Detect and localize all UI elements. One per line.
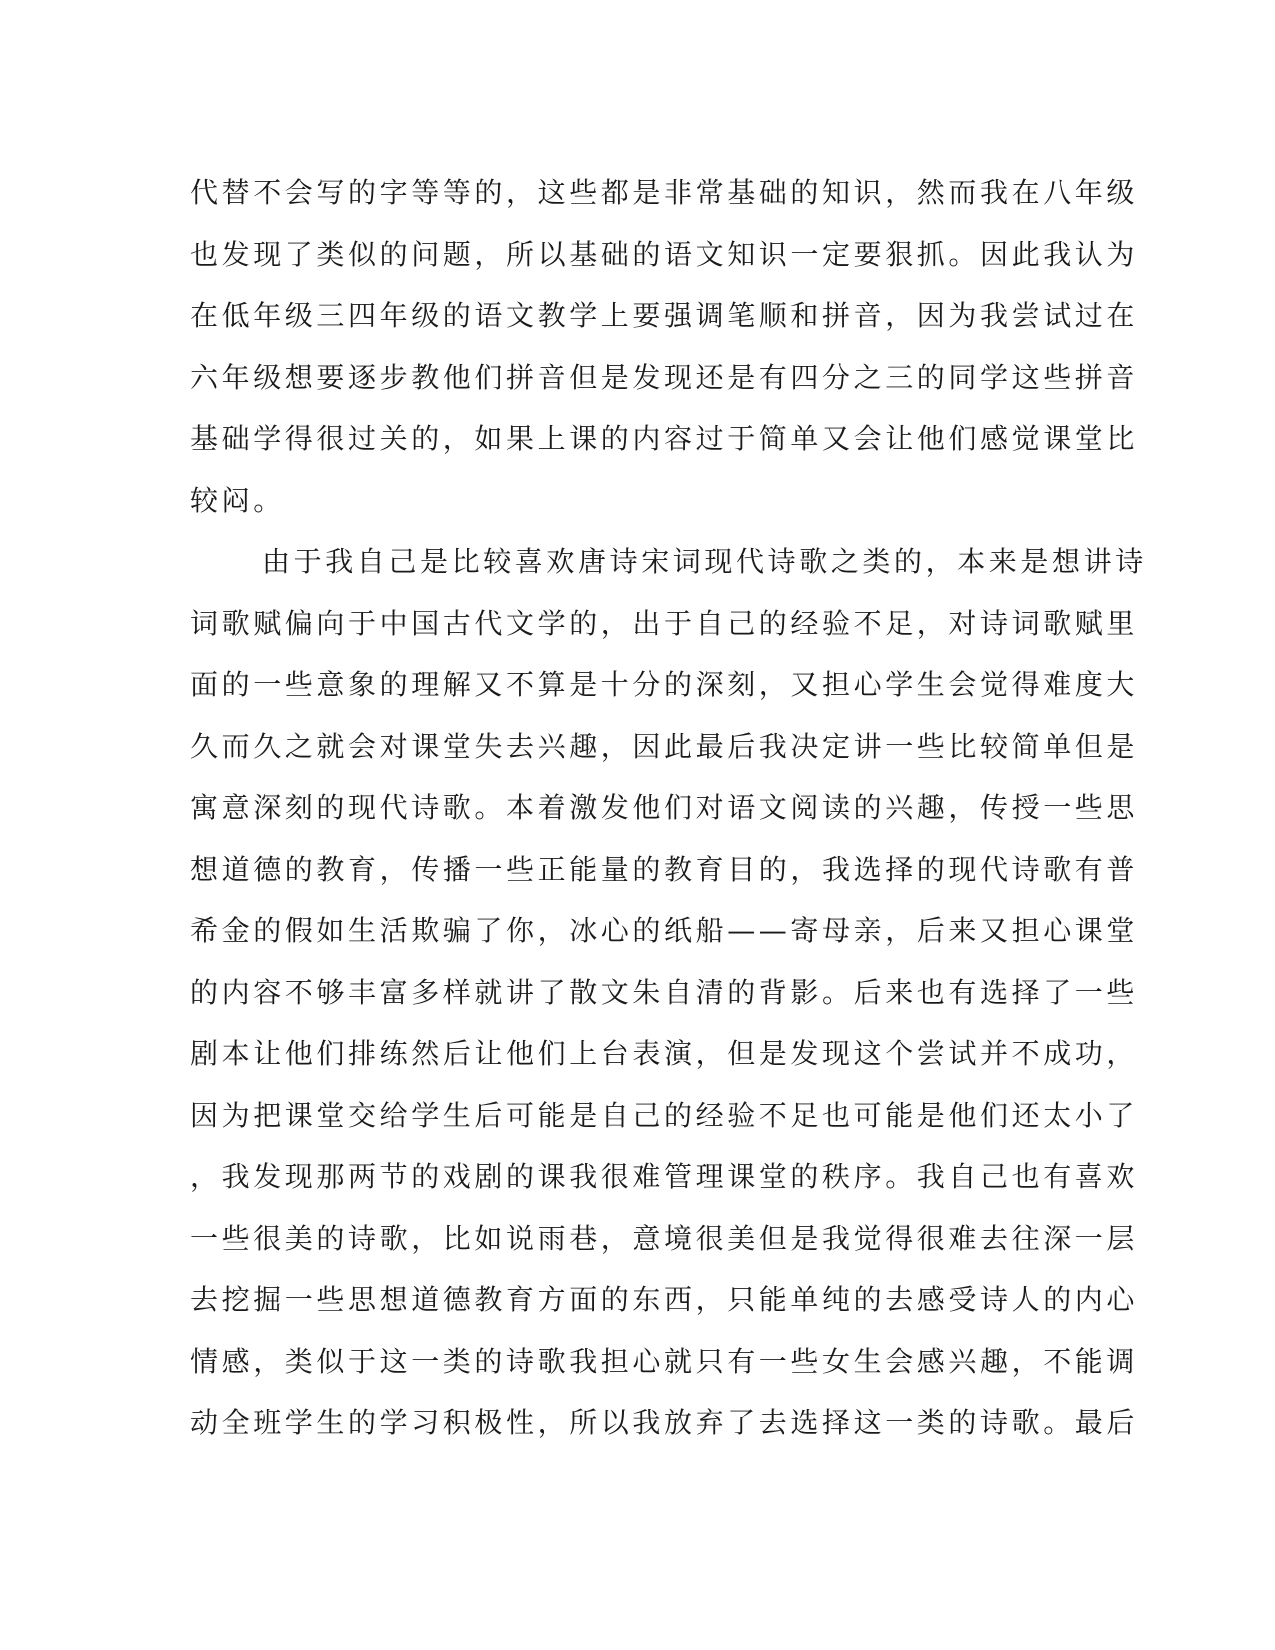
text-line: 希金的假如生活欺骗了你，冰心的纸船——寄母亲，后来又担心课堂	[190, 914, 1139, 947]
text-line: 动全班学生的学习积极性，所以我放弃了去选择这一类的诗歌。最后	[190, 1406, 1139, 1439]
text-line: 因为把课堂交给学生后可能是自己的经验不足也可能是他们还太小了	[190, 1098, 1139, 1132]
text-line: 也发现了类似的问题，所以基础的语文知识一定要狠抓。因此我认为	[190, 237, 1139, 271]
text-line: 六年级想要逐步教他们拼音但是发现还是有四分之三的同学这些拼音	[190, 360, 1139, 394]
text-line: 寓意深刻的现代诗歌。本着激发他们对语文阅读的兴趣，传授一些思	[190, 791, 1139, 824]
text-line: 剧本让他们排练然后让他们上台表演，但是发现这个尝试并不成功，	[190, 1037, 1139, 1070]
text-line: 一些很美的诗歌，比如说雨巷，意境很美但是我觉得很难去往深一层	[190, 1221, 1139, 1255]
text-line: 面的一些意象的理解又不算是十分的深刻，又担心学生会觉得难度大	[190, 668, 1139, 701]
text-line: 代替不会写的字等等的，这些都是非常基础的知识，然而我在八年级	[190, 176, 1139, 209]
paragraph-first-line: 由于我自己是比较喜欢唐诗宋词现代诗歌之类的，本来是想讲诗	[262, 545, 1147, 578]
text-line: 基础学得很过关的，如果上课的内容过于简单又会让他们感觉课堂比	[190, 422, 1139, 455]
text-line: 较闷。	[190, 483, 285, 517]
text-line: 久而久之就会对课堂失去兴趣，因此最后我决定讲一些比较简单但是	[190, 729, 1139, 763]
text-line: 想道德的教育，传播一些正能量的教育目的，我选择的现代诗歌有普	[190, 852, 1139, 886]
text-line: 去挖掘一些思想道德教育方面的东西，只能单纯的去感受诗人的内心	[190, 1283, 1139, 1316]
text-line: ，我发现那两节的戏剧的课我很难管理课堂的秩序。我自己也有喜欢	[190, 1160, 1139, 1193]
text-line: 情感，类似于这一类的诗歌我担心就只有一些女生会感兴趣，不能调	[190, 1344, 1139, 1378]
text-line: 的内容不够丰富多样就讲了散文朱自清的背影。后来也有选择了一些	[190, 975, 1139, 1009]
body-text	[190, 162, 1147, 1454]
text-line: 词歌赋偏向于中国古代文学的，出于自己的经验不足，对诗词歌赋里	[190, 606, 1139, 640]
text-line: 在低年级三四年级的语文教学上要强调笔顺和拼音，因为我尝试过在	[190, 299, 1139, 332]
